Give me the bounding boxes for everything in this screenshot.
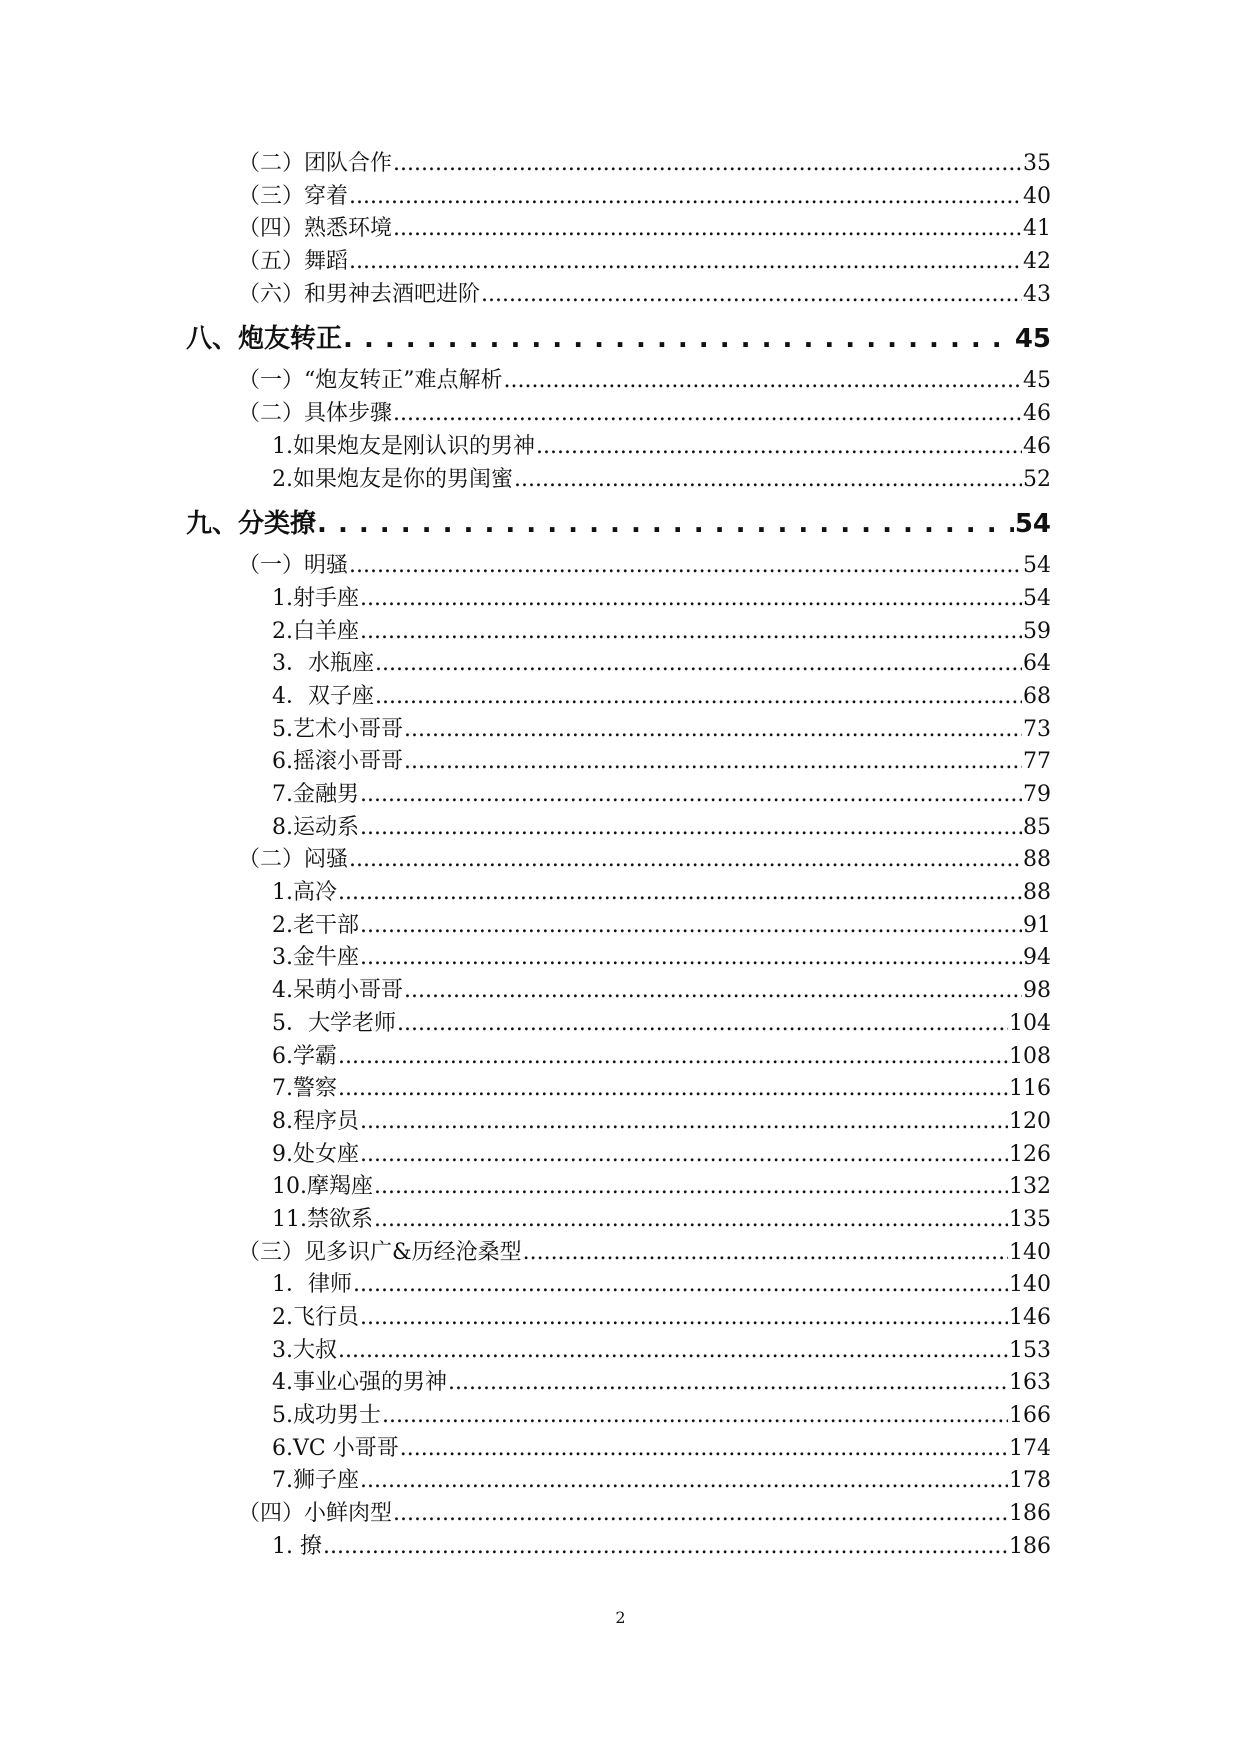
toc-dot-leader	[393, 398, 1022, 431]
toc-entry-page: 116	[1009, 1076, 1051, 1102]
toc-section-entry[interactable]	[186, 279, 1051, 312]
toc-subsection-entry[interactable]	[186, 877, 1051, 910]
toc-entry-page: 186	[1009, 1501, 1051, 1527]
toc-subsection-entry[interactable]	[186, 779, 1051, 812]
toc-section-entry[interactable]	[186, 213, 1051, 246]
toc-subsection-entry[interactable]	[186, 942, 1051, 975]
toc-entry-page: 132	[1009, 1174, 1051, 1200]
toc-dot-leader	[360, 1106, 1008, 1139]
toc-entry-title: （三）穿着	[238, 183, 349, 209]
toc-section-entry[interactable]	[186, 181, 1051, 214]
toc-dot-leader	[360, 812, 1022, 845]
toc-entry-title: 4.事业心强的男神	[272, 1370, 447, 1396]
toc-dot-leader	[400, 1433, 1008, 1466]
toc-entry-page: 98	[1023, 978, 1051, 1004]
toc-dot-leader	[374, 1171, 1008, 1204]
toc-subsection-entry[interactable]	[186, 910, 1051, 943]
toc-dot-leader	[360, 1139, 1008, 1172]
toc-entry-page: 85	[1023, 814, 1051, 840]
page-number: 2	[615, 1608, 626, 1627]
toc-subsection-entry[interactable]	[186, 616, 1051, 649]
toc-subsection-entry[interactable]	[186, 464, 1051, 497]
toc-dot-leader	[349, 844, 1022, 877]
toc-dot-leader	[360, 1302, 1008, 1335]
toc-entry-title: 2.白羊座	[272, 618, 359, 644]
toc-dot-leader	[481, 279, 1022, 312]
toc-dot-leader	[323, 1531, 1008, 1564]
toc-entry-title: （五）舞蹈	[238, 249, 349, 275]
toc-section-entry[interactable]	[186, 365, 1051, 398]
toc-entry-page: 59	[1023, 618, 1051, 644]
toc-entry-title: 3.大叔	[272, 1337, 337, 1363]
toc-entry-title: （二）具体步骤	[238, 401, 393, 427]
toc-dot-leader	[382, 1400, 1008, 1433]
toc-section-entry[interactable]	[186, 398, 1051, 431]
toc-section-entry[interactable]	[186, 844, 1051, 877]
toc-dot-leader	[317, 504, 1014, 544]
toc-dot-leader	[360, 616, 1022, 649]
toc-subsection-entry[interactable]	[186, 714, 1051, 747]
toc-dot-leader	[523, 1237, 1008, 1270]
toc-entry-page: 140	[1009, 1239, 1051, 1265]
toc-entry-page: 54	[1023, 553, 1051, 579]
toc-section-entry[interactable]	[186, 550, 1051, 583]
toc-entry-title: （六）和男神去酒吧进阶	[238, 281, 481, 307]
toc-entry-page: 46	[1023, 433, 1051, 459]
toc-section-entry[interactable]	[186, 148, 1051, 181]
toc-dot-leader	[404, 714, 1022, 747]
toc-entry-title: 1.如果炮友是刚认识的男神	[272, 433, 535, 459]
toc-dot-leader	[349, 246, 1022, 279]
toc-entry-page: 94	[1023, 945, 1051, 971]
toc-subsection-entry[interactable]	[186, 1269, 1051, 1302]
toc-entry-page: 108	[1009, 1043, 1051, 1069]
toc-section-entry[interactable]	[186, 246, 1051, 279]
toc-entry-title: 2.如果炮友是你的男闺蜜	[272, 466, 513, 492]
toc-dot-leader	[338, 1335, 1008, 1368]
toc-subsection-entry[interactable]	[186, 746, 1051, 779]
toc-dot-leader	[375, 681, 1022, 714]
toc-chapter-entry[interactable]	[186, 319, 1051, 359]
toc-entry-page: 41	[1023, 216, 1051, 242]
toc-dot-leader	[448, 1367, 1008, 1400]
toc-entry-page: 186	[1009, 1533, 1051, 1559]
toc-entry-title: 2.老干部	[272, 912, 359, 938]
toc-entry-title: 3．水瓶座	[272, 651, 374, 677]
toc-entry-page: 166	[1009, 1403, 1051, 1429]
toc-entry-title: 8.运动系	[272, 814, 359, 840]
toc-dot-leader	[536, 431, 1022, 464]
toc-dot-leader	[404, 975, 1022, 1008]
toc-entry-page: 46	[1023, 401, 1051, 427]
toc-entry-page: 54	[1014, 509, 1051, 540]
toc-subsection-entry[interactable]	[186, 1106, 1051, 1139]
toc-subsection-entry[interactable]	[186, 1465, 1051, 1498]
toc-entry-title: 4.呆萌小哥哥	[272, 978, 403, 1004]
toc-dot-leader	[349, 550, 1022, 583]
toc-dot-leader	[360, 910, 1022, 943]
toc-dot-leader	[404, 746, 1022, 779]
toc-entry-title: 7.警察	[272, 1076, 337, 1102]
toc-entry-title: 5．大学老师	[272, 1010, 396, 1036]
toc-dot-leader	[393, 148, 1022, 181]
toc-section-entry[interactable]	[186, 1498, 1051, 1531]
toc-entry-page: 174	[1009, 1435, 1051, 1461]
toc-entry-title: 5.艺术小哥哥	[272, 716, 403, 742]
toc-dot-leader	[343, 319, 1014, 359]
toc-subsection-entry[interactable]	[186, 1008, 1051, 1041]
toc-entry-page: 64	[1023, 651, 1051, 677]
toc-entry-page: 52	[1023, 466, 1051, 492]
toc-entry-page: 135	[1009, 1206, 1051, 1232]
toc-entry-page: 146	[1009, 1305, 1051, 1330]
toc-subsection-entry[interactable]	[186, 1204, 1051, 1237]
toc-entry-page: 42	[1023, 249, 1051, 275]
toc-dot-leader	[393, 1498, 1008, 1531]
toc-dot-leader	[393, 213, 1022, 246]
toc-dot-leader	[360, 942, 1022, 975]
toc-entry-title: （四）熟悉环境	[238, 216, 393, 242]
toc-subsection-entry[interactable]	[186, 583, 1051, 616]
toc-subsection-entry[interactable]	[186, 1433, 1051, 1466]
toc-entry-page: 163	[1009, 1370, 1051, 1396]
toc-dot-leader	[375, 648, 1022, 681]
toc-subsection-entry[interactable]	[186, 1367, 1051, 1400]
toc-entry-title: （三）见多识广&历经沧桑型	[238, 1239, 522, 1265]
toc-entry-title: 6.学霸	[272, 1043, 337, 1069]
toc-entry-title: 八、炮友转正	[186, 324, 343, 355]
toc-entry-page: 140	[1009, 1272, 1051, 1298]
toc-entry-title: （四）小鲜肉型	[238, 1501, 393, 1527]
toc-subsection-entry[interactable]	[186, 975, 1051, 1008]
toc-subsection-entry[interactable]	[186, 1302, 1051, 1335]
toc-entry-title: （二）闷骚	[238, 847, 349, 873]
toc-entry-page: 45	[1023, 368, 1051, 394]
toc-dot-leader	[353, 1269, 1008, 1302]
toc-subsection-entry[interactable]	[186, 1041, 1051, 1074]
toc-entry-title: 6.VC 小哥哥	[272, 1435, 399, 1461]
toc-subsection-entry[interactable]	[186, 431, 1051, 464]
toc-entry-title: 9.处女座	[272, 1141, 359, 1167]
toc-dot-leader	[374, 1204, 1008, 1237]
toc-chapter-entry[interactable]	[186, 504, 1051, 544]
toc-entry-page: 178	[1009, 1468, 1051, 1494]
toc-entry-title: 九、分类撩	[186, 509, 317, 540]
toc-entry-title: 2.飞行员	[272, 1305, 359, 1330]
toc-entry-page: 68	[1023, 683, 1051, 709]
toc-subsection-entry[interactable]	[186, 681, 1051, 714]
toc-entry-title: （一）明骚	[238, 553, 349, 579]
toc-dot-leader	[360, 779, 1022, 812]
toc-entry-title: 7.狮子座	[272, 1468, 359, 1494]
toc-dot-leader	[504, 365, 1023, 398]
toc-entry-title: 6.摇滚小哥哥	[272, 749, 403, 775]
toc-dot-leader	[338, 877, 1022, 910]
toc-dot-leader	[514, 464, 1022, 497]
toc-entry-title: 3.金牛座	[272, 945, 359, 971]
toc-dot-leader	[338, 1041, 1008, 1074]
toc-subsection-entry[interactable]	[186, 812, 1051, 845]
toc-entry-page: 77	[1023, 749, 1051, 775]
toc-subsection-entry[interactable]	[186, 1400, 1051, 1433]
toc-entry-page: 79	[1023, 782, 1051, 807]
toc-entry-page: 40	[1023, 183, 1051, 209]
toc-entry-title: 1.射手座	[272, 585, 359, 611]
toc-section-entry[interactable]	[186, 1237, 1051, 1270]
toc-entry-title: （二）团队合作	[238, 151, 393, 176]
toc-entry-page: 45	[1014, 324, 1051, 355]
toc-entry-page: 35	[1023, 151, 1051, 176]
toc-entry-page: 73	[1023, 716, 1051, 742]
toc-entry-page: 104	[1009, 1010, 1051, 1036]
toc-dot-leader	[349, 181, 1022, 214]
toc-subsection-entry[interactable]	[186, 1073, 1051, 1106]
toc-entry-page: 88	[1023, 880, 1051, 906]
table-of-contents	[186, 148, 1051, 1564]
toc-dot-leader	[360, 583, 1022, 616]
toc-entry-page: 88	[1023, 847, 1051, 873]
toc-entry-page: 91	[1023, 912, 1051, 938]
toc-entry-page: 153	[1009, 1337, 1051, 1363]
toc-subsection-entry[interactable]	[186, 1139, 1051, 1172]
toc-entry-title: 4．双子座	[272, 683, 374, 709]
toc-subsection-entry[interactable]	[186, 1531, 1051, 1564]
toc-subsection-entry[interactable]	[186, 1335, 1051, 1368]
toc-entry-page: 126	[1009, 1141, 1051, 1167]
toc-entry-page: 54	[1023, 585, 1051, 611]
toc-entry-page: 120	[1009, 1108, 1051, 1134]
toc-entry-title: 8.程序员	[272, 1108, 359, 1134]
toc-entry-title: 10.摩羯座	[272, 1174, 373, 1200]
toc-entry-title: 1. 撩	[272, 1533, 322, 1559]
toc-entry-page: 43	[1023, 281, 1051, 307]
toc-entry-title: 11.禁欲系	[272, 1206, 373, 1232]
toc-subsection-entry[interactable]	[186, 1171, 1051, 1204]
toc-dot-leader	[338, 1073, 1008, 1106]
toc-subsection-entry[interactable]	[186, 648, 1051, 681]
toc-entry-title: 1.高冷	[272, 880, 337, 906]
toc-entry-title: 1．律师	[272, 1272, 352, 1298]
toc-dot-leader	[360, 1465, 1008, 1498]
toc-entry-title: 7.金融男	[272, 782, 359, 807]
toc-entry-title: （一）“炮友转正”难点解析	[238, 368, 503, 394]
toc-entry-title: 5.成功男士	[272, 1403, 381, 1429]
toc-dot-leader	[397, 1008, 1008, 1041]
